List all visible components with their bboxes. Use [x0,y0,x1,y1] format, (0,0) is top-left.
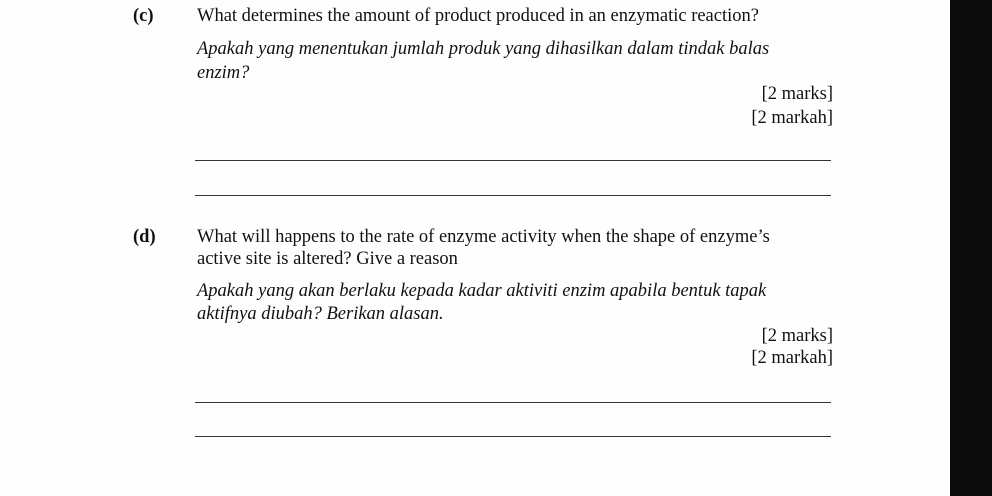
question-d-label: (d) [133,227,156,247]
question-d-marks-malay: [2 markah] [751,348,833,368]
question-c-malay-line-1: Apakah yang menentukan jumlah produk yang dihasilkan dalam tindak balas [197,39,770,59]
question-d-malay-line-1: Apakah yang akan berlaku kepada kadar aktiviti enzim apabila bentuk tapak [197,281,767,301]
question-c-marks-malay: [2 markah] [751,108,833,128]
question-c-malay-line-2: enzim? [197,63,250,83]
question-d-english-line-2: active site is altered? Give a reason [197,249,458,269]
answer-line-c-2[interactable] [195,195,831,196]
dark-edge-panel [950,0,992,496]
question-c-label: (c) [133,6,154,26]
answer-line-c-1[interactable] [195,160,831,161]
question-d-english-line-1: What will happens to the rate of enzyme activity when the shape of enzyme’s [197,227,770,247]
answer-line-d-1[interactable] [195,402,831,403]
answer-line-d-2[interactable] [195,436,831,437]
question-c-english-line-1: What determines the amount of product produced in an enzymatic reaction? [197,6,759,26]
question-c-marks-english: [2 marks] [761,84,833,104]
question-d-marks-english: [2 marks] [761,326,833,346]
question-d-malay-line-2: aktifnya diubah? Berikan alasan. [197,304,444,324]
